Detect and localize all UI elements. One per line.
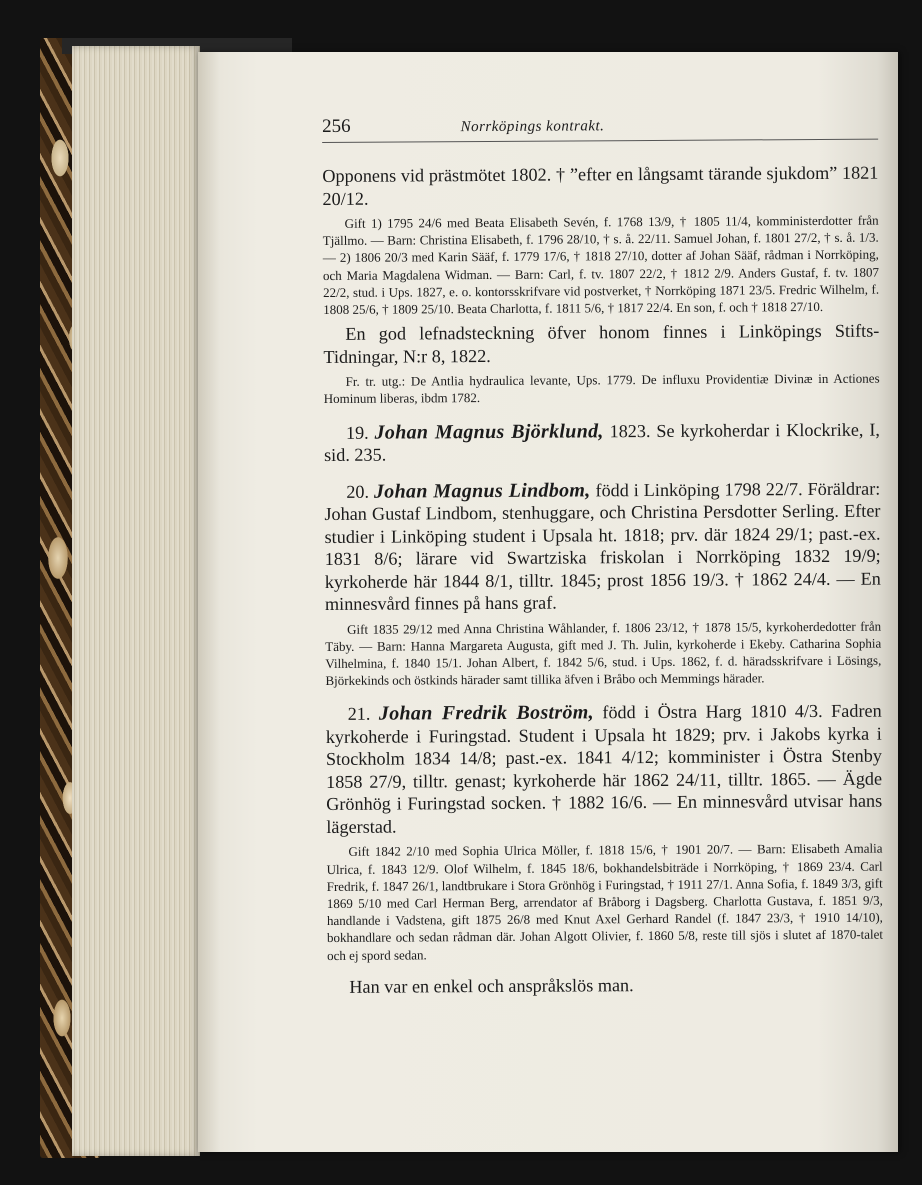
- entry-number: 19.: [345, 422, 369, 443]
- entry-text: född i Östra Harg 1810 4/3. Fadren kyrkoherde i Furingstad. Student i Upsala ht 1829; prv. i Jakobs kyrka i Stockholm 1834 14/8; past.-ex. 1841 4/12; komminister i Östra Stenby 1858 27/9, tilltr. genast; kyrkoherde här 1862 24/11, tilltr. 1865. — Ägde Grönhög i Furingstad socken. † 1882 16/6. — En minnesvård utvisar hans lägerstad.: [325, 701, 883, 837]
- entry-number: 21.: [347, 704, 371, 725]
- page-number: 256: [322, 115, 351, 137]
- entry-21: [326, 700, 883, 838]
- entry18-biography-note: En god lefnadsteckning öfver honom finnes i Linköpings Stifts-Tidningar, N:r 8, 1822.: [323, 320, 880, 367]
- person-name: Johan Magnus Björklund,: [374, 419, 604, 444]
- entry-text: född i Linköping 1798 22/7. Föräldrar: Johan Gustaf Lindbom, stenhuggare, och Christina Persdotter Serling. Efter studier i Linköping student i Upsala ht. 1818; prv. där 1824 29/1; past.-ex. 1831 8/6; lärare vid Swartziska friskolan i Norrköping 1832 19/9; kyrkoherde här 1844 8/1, tilltr. 1845; prost 1856 19/3. † 1862 24/4. — En minnesvård finnes på hans graf.: [324, 478, 881, 615]
- running-title: Norrköpings kontrakt.: [460, 118, 605, 136]
- entry-text: 1823. Se kyrkoherdar i Klockrike, I, sid. 235.: [324, 419, 880, 466]
- entry-20: [324, 477, 881, 615]
- entry21-closing: Han var en enkel och anspråkslös man.: [349, 974, 634, 997]
- entry-19: [324, 418, 880, 466]
- person-name: Johan Fredrik Boström,: [378, 701, 594, 726]
- page-content: [322, 113, 883, 999]
- entry18-paragraph: Opponens vid prästmötet 1802. † ”efter en långsamt tärande sjukdom” 1821 20/12.: [322, 162, 879, 209]
- entry21-family: Gift 1842 2/10 med Sophia Ulrica Möller, f. 1818 15/6, † 1901 20/7. — Barn: Elisabeth Amalia Ulrica, f. 1843 12/9. Olof Wilhelm, f. 1845 18/6, bokhandelsbiträde i Norrköping, † 1869 23/4. Carl Fredrik, f. 1847 26/1, landtbrukare i Stora Grönhög i Furingstad, † 1911 27/1. Anna Sofia, f. 1849 3/3, gift 1869 5/10 med Carl Herman Berg, arrendator af Bråborg i Dagsberg. Charlotta Gustava, f. 1851 9/3, handlande i Vadstena, gift 1875 26/8 med Knut Axel Gerhard Randel (f. 1847 23/3, † 1910 14/10), bokhandlare och sedan rådman där. Johan Algott Olivier, f. 1860 5/8, reste till sjös i slutet af 1870-talet och ej spord sedan.: [326, 841, 884, 963]
- page-stack-edge: [72, 46, 200, 1156]
- entry18-works: Fr. tr. utg.: De Antlia hydraulica levante, Ups. 1779. De influxu Providentiæ Divinæ in Actiones Hominum liberas, ibdm 1782.: [323, 370, 880, 407]
- running-header: [322, 113, 878, 143]
- entry18-family: Gift 1) 1795 24/6 med Beata Elisabeth Sevén, f. 1768 13/9, † 1805 11/4, komministerdotter från Tjällmo. — Barn: Christina Elisabeth, f. 1796 28/10, † s. å. 22/11. Samuel Johan, f. 1801 27/2, † s. å. 1/3. — 2) 1806 20/3 med Karin Sääf, f. 1779 17/6, † 1818 27/10, dotter af Johan Sääf, rådman i Norrköping, och Maria Magdalena Widman. — Barn: Carl, f. tv. 1807 22/2, † 1812 2/9. Anders Gustaf, f. tv. 1807 22/2, stud. i Ups. 1827, e. o. kontorsskrifvare vid postverket, † Norrköping 1871 23/5. Fredric Wilhelm, f. 1808 25/6, † 1809 25/10. Beata Charlotta, f. 1811 5/6, † 1817 22/4. En son, f. och † 1818 27/10.: [322, 212, 880, 318]
- book-page: [198, 52, 898, 1152]
- entry20-family: Gift 1835 29/12 med Anna Christina Wåhlander, f. 1806 23/12, † 1878 15/5, kyrkoherdedotter från Täby. — Barn: Hanna Margareta Augusta, gift med J. Th. Julin, kyrkoherde i Ekeby. Catharina Sophia Vilhelmina, f. 1840 15/1. Johan Albert, f. 1842 5/6, stud. i Ups. 1862, f. d. häradsskrifvare i Lösings, Björkekinds och östkinds härader samt tillika äfven i Bråbo och Memmings härader.: [325, 618, 882, 689]
- entry-number: 20.: [346, 481, 370, 502]
- person-name: Johan Magnus Lindbom,: [373, 478, 591, 503]
